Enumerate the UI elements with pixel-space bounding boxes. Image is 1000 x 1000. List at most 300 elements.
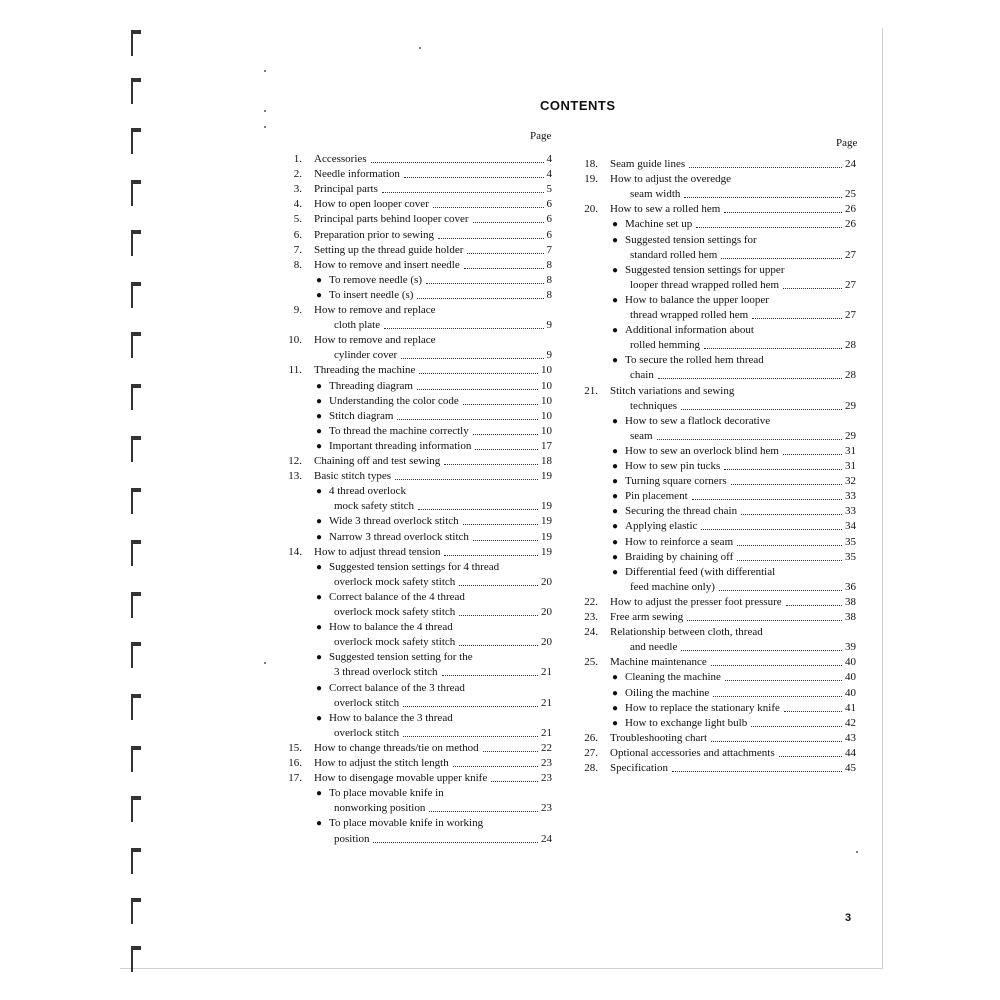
bullet-icon: ●: [316, 425, 323, 437]
dot-leader: [475, 449, 538, 450]
toc-entry-page: 39: [845, 641, 856, 654]
toc-entry: [284, 182, 552, 197]
toc-entry-number: 26.: [584, 731, 598, 744]
dot-leader: [491, 781, 538, 782]
dot-leader: [657, 439, 842, 440]
toc-entry-title: Machine set up: [625, 218, 693, 231]
toc-entry-title: Correct balance of the 3 thread: [329, 681, 465, 694]
toc-entry-title: Basic stitch types: [314, 470, 391, 483]
bullet-icon: ●: [612, 506, 619, 518]
toc-entry: [284, 212, 552, 227]
dot-leader: [442, 675, 538, 676]
dot-leader: [779, 756, 842, 757]
toc-entry-title: Oiling the machine: [625, 686, 710, 699]
dot-leader: [737, 560, 842, 561]
toc-entry: [284, 665, 552, 680]
toc-entry-title: How to disengage movable upper knife: [314, 772, 488, 785]
toc-entry: [284, 771, 552, 786]
scan-speck: [264, 126, 266, 128]
toc-entry-page: 33: [845, 505, 856, 518]
toc-entry: [284, 409, 552, 424]
toc-entry: [284, 620, 552, 635]
toc-entry: [284, 605, 552, 620]
toc-entry-title: Threading the machine: [314, 364, 416, 377]
dot-leader: [397, 419, 538, 420]
toc-entry-page: 19: [541, 470, 552, 483]
toc-entry-title: Correct balance of the 4 thread: [329, 590, 465, 603]
toc-entry: [284, 424, 552, 439]
toc-entry-title: Understanding the color code: [329, 394, 459, 407]
dot-leader: [724, 469, 842, 470]
binding-hole-mark: [131, 332, 143, 358]
toc-entry-page: 9: [546, 319, 552, 332]
toc-entry: [580, 384, 856, 399]
binding-hole-mark: [131, 282, 143, 308]
toc-entry: [580, 640, 856, 655]
binding-hole-mark: [131, 694, 143, 720]
dot-leader: [658, 378, 842, 379]
toc-entry: [284, 575, 552, 590]
dot-leader: [689, 167, 842, 168]
toc-entry-title: Machine maintenance: [610, 656, 707, 669]
toc-entry: [284, 681, 552, 696]
toc-entry-page: 6: [546, 228, 552, 241]
bullet-icon: ●: [612, 294, 619, 306]
toc-entry-title: How to exchange light bulb: [625, 716, 748, 729]
toc-entry: [284, 228, 552, 243]
toc-entry-title: Differential feed (with differential: [625, 565, 776, 578]
toc-entry-number: 10.: [288, 334, 302, 347]
bullet-icon: ●: [316, 380, 323, 392]
toc-entry: [580, 746, 856, 761]
toc-entry-title: and needle: [630, 641, 678, 654]
toc-entry-title: Setting up the thread guide holder: [314, 243, 464, 256]
toc-entry: [580, 429, 856, 444]
toc-entry-title: Relationship between cloth, thread: [610, 626, 763, 639]
toc-entry: [580, 731, 856, 746]
toc-entry: [284, 454, 552, 469]
toc-entry-page: 40: [845, 671, 856, 684]
toc-entry-title: Stitch variations and sewing: [610, 384, 735, 397]
toc-entry-title: looper thread wrapped rolled hem: [630, 278, 780, 291]
binding-hole-mark: [131, 848, 143, 874]
toc-entry: [580, 565, 856, 580]
bullet-icon: ●: [316, 410, 323, 422]
toc-entry: [284, 318, 552, 333]
toc-entry-title: overlock mock safety stitch: [334, 575, 456, 588]
toc-entry: [284, 379, 552, 394]
toc-entry: [284, 439, 552, 454]
toc-entry-title: To secure the rolled hem thread: [625, 354, 764, 367]
toc-entry: [580, 217, 856, 232]
dot-leader: [751, 726, 842, 727]
toc-entry-title: Optional accessories and attachments: [610, 746, 775, 759]
toc-entry: [284, 786, 552, 801]
bullet-icon: ●: [612, 461, 619, 472]
page-number: 3: [845, 912, 852, 924]
toc-entry-title: cylinder cover: [334, 349, 398, 362]
toc-entry-page: 17: [541, 439, 552, 452]
dot-leader: [419, 373, 538, 374]
toc-entry-page: 19: [541, 515, 552, 528]
binding-hole-mark: [131, 436, 143, 462]
toc-entry-title: How to remove and replace: [314, 334, 436, 347]
dot-leader: [473, 540, 538, 541]
toc-entry-title: Accessories: [314, 153, 367, 165]
bullet-icon: ●: [316, 818, 323, 830]
toc-entry-title: Stitch diagram: [329, 409, 394, 422]
toc-entry-number: 12.: [288, 455, 302, 467]
binding-hole-mark: [131, 796, 143, 822]
toc-entry: [580, 625, 856, 640]
toc-entry: [580, 474, 856, 489]
toc-entry: [284, 801, 552, 816]
toc-entry-number: 24.: [584, 626, 598, 639]
toc-entry-page: 20: [541, 606, 552, 618]
toc-entry-page: 8: [546, 288, 552, 301]
toc-entry: [284, 484, 552, 499]
toc-entry: [284, 650, 552, 665]
toc-entry: [580, 157, 856, 172]
toc-entry-title: mock safety stitch: [334, 500, 415, 513]
bullet-icon: ●: [316, 788, 323, 800]
toc-entry-page: 18: [541, 455, 552, 467]
toc-entry-title: Wide 3 thread overlock stitch: [329, 515, 459, 528]
bullet-icon: ●: [612, 687, 619, 699]
toc-entry-number: 17.: [288, 772, 302, 785]
toc-entry-page: 32: [845, 475, 856, 488]
toc-entry-title: How to replace the stationary knife: [625, 701, 780, 714]
toc-entry: [284, 152, 552, 167]
toc-entry: [284, 832, 552, 847]
page-title: CONTENTS: [540, 98, 616, 113]
toc-entry: [284, 816, 552, 831]
toc-entry-page: 40: [845, 686, 856, 699]
dot-leader: [463, 524, 538, 525]
dot-leader: [672, 771, 842, 772]
toc-entry-page: 27: [845, 309, 856, 321]
binding-hole-mark: [131, 488, 143, 514]
dot-leader: [681, 409, 842, 410]
dot-leader: [473, 222, 544, 223]
toc-entry-title: Suggested tension settings for upper: [625, 263, 785, 276]
dot-leader: [429, 811, 538, 812]
toc-entry-page: 41: [845, 701, 856, 714]
toc-entry: [580, 368, 856, 383]
dot-leader: [417, 389, 538, 390]
toc-entry-page: 40: [845, 656, 856, 669]
toc-entry-title: How to open looper cover: [314, 198, 429, 211]
bullet-icon: ●: [612, 717, 619, 729]
bullet-icon: ●: [316, 561, 323, 573]
toc-entry-page: 23: [541, 802, 552, 815]
toc-entry: [580, 202, 856, 217]
dot-leader: [737, 545, 842, 546]
toc-entry: [284, 273, 552, 288]
dot-leader: [719, 590, 842, 591]
toc-entry-title: nonworking position: [334, 802, 426, 815]
dot-leader: [483, 751, 538, 752]
toc-entry-page: 23: [541, 772, 552, 785]
bullet-icon: ●: [612, 445, 619, 457]
toc-entry-title: 4 thread overlock: [329, 485, 406, 498]
bullet-icon: ●: [612, 325, 619, 337]
toc-entry-title: techniques: [630, 399, 678, 412]
toc-entry-title: overlock stitch: [334, 726, 400, 739]
toc-entry-page: 29: [845, 399, 856, 412]
toc-entry-page: 35: [845, 550, 856, 563]
toc-entry-page: 43: [845, 731, 856, 744]
dot-leader: [459, 585, 538, 586]
dot-leader: [464, 268, 544, 269]
dot-leader: [395, 479, 538, 480]
binding-hole-mark: [131, 384, 143, 410]
toc-entry: [284, 363, 552, 378]
toc-entry-number: 16.: [288, 757, 302, 769]
toc-entry-title: To remove needle (s): [329, 273, 422, 286]
toc-entry: [284, 243, 552, 258]
toc-entry-title: Narrow 3 thread overlock stitch: [329, 530, 469, 543]
toc-entry: [284, 394, 552, 409]
toc-entry-title: Seam guide lines: [610, 158, 686, 170]
binding-hole-mark: [131, 128, 143, 154]
dot-leader: [473, 434, 538, 435]
toc-entry-number: 25.: [584, 656, 598, 669]
toc-entry-page: 8: [546, 258, 552, 271]
toc-entry: [284, 726, 552, 741]
toc-entry-page: 21: [541, 696, 552, 709]
scan-speck: [264, 110, 266, 112]
toc-entry-title: Principal parts behind looper cover: [314, 213, 469, 226]
toc-entry: [284, 348, 552, 363]
binding-hole-mark: [131, 230, 143, 256]
toc-entry: [284, 258, 552, 273]
dot-leader: [731, 484, 842, 485]
bullet-icon: ●: [316, 622, 323, 634]
toc-entry-page: 28: [845, 369, 856, 382]
toc-entry-page: 20: [541, 636, 552, 649]
binding-hole-mark: [131, 592, 143, 618]
toc-entry-title: Preparation prior to sewing: [314, 228, 435, 241]
dot-leader: [371, 162, 544, 163]
toc-entry: [284, 514, 552, 529]
toc-entry: [580, 550, 856, 565]
page-column-heading-left: Page: [530, 130, 552, 142]
dot-leader: [711, 665, 842, 666]
toc-entry: [580, 338, 856, 353]
toc-entry-page: 6: [546, 198, 552, 211]
toc-entry-page: 31: [845, 460, 856, 472]
toc-entry: [580, 263, 856, 278]
toc-entry-page: 42: [845, 716, 856, 729]
toc-entry-page: 10: [541, 424, 552, 437]
toc-entry-title: How to sew pin tucks: [625, 460, 721, 472]
toc-entry: [284, 741, 552, 756]
dot-leader: [741, 514, 842, 515]
toc-entry: [284, 590, 552, 605]
toc-entry: [580, 172, 856, 187]
binding-hole-mark: [131, 30, 143, 56]
toc-entry-page: 27: [845, 248, 856, 261]
dot-leader: [692, 499, 842, 500]
toc-entry: [580, 686, 856, 701]
dot-leader: [711, 741, 842, 742]
toc-entry-page: 21: [541, 726, 552, 739]
toc-entry: [284, 530, 552, 545]
toc-entry-page: 20: [541, 575, 552, 588]
toc-entry-title: Turning square corners: [625, 475, 727, 488]
toc-entry: [284, 167, 552, 182]
toc-entry: [580, 655, 856, 670]
dot-leader: [725, 680, 842, 681]
toc-entry-page: 24: [541, 832, 552, 845]
toc-entry-title: Troubleshooting chart: [610, 731, 708, 744]
toc-entry-page: 10: [541, 364, 552, 377]
toc-entry-page: 8: [546, 273, 552, 286]
dot-leader: [721, 258, 842, 259]
dot-leader: [752, 318, 842, 319]
toc-entry-title: Suggested tension setting for the: [329, 651, 473, 664]
toc-entry-page: 10: [541, 379, 552, 392]
bullet-icon: ●: [612, 264, 619, 276]
bullet-icon: ●: [612, 551, 619, 563]
toc-entry: [580, 353, 856, 368]
toc-entry: [284, 635, 552, 650]
toc-entry-number: 7.: [293, 243, 302, 256]
dot-leader: [784, 711, 842, 712]
dot-leader: [463, 404, 538, 405]
toc-entry-title: How to balance the upper looper: [625, 293, 769, 306]
toc-entry: [284, 303, 552, 318]
toc-entry-page: 38: [845, 595, 856, 608]
bullet-icon: ●: [612, 536, 619, 548]
toc-entry: [580, 293, 856, 308]
bullet-icon: ●: [612, 355, 619, 367]
toc-entry-title: How to reinforce a seam: [625, 535, 734, 548]
dot-leader: [403, 706, 538, 707]
toc-entry-title: Additional information about: [625, 324, 754, 337]
toc-entry: [284, 469, 552, 484]
toc-entry-title: Important threading information: [329, 439, 472, 452]
toc-entry-title: To insert needle (s): [329, 288, 414, 301]
bullet-icon: ●: [316, 289, 323, 301]
toc-entry-title: position: [334, 832, 370, 845]
toc-entry: [580, 233, 856, 248]
toc-entry-page: 10: [541, 409, 552, 422]
dot-leader: [696, 227, 842, 228]
dot-leader: [701, 529, 842, 530]
binding-hole-mark: [131, 946, 143, 972]
toc-entry-page: 4: [546, 168, 552, 181]
toc-entry: [580, 504, 856, 519]
dot-leader: [783, 454, 842, 455]
toc-entry-title: Braiding by chaining off: [625, 550, 734, 563]
toc-entry: [580, 610, 856, 625]
toc-entry-page: 38: [845, 611, 856, 623]
toc-entry: [580, 519, 856, 534]
toc-entry-title: Securing the thread chain: [625, 505, 738, 518]
toc-entry: [580, 308, 856, 323]
toc-entry-page: 6: [546, 213, 552, 226]
toc-entry-page: 9: [546, 349, 552, 362]
bullet-icon: ●: [612, 672, 619, 684]
toc-entry-page: 26: [845, 218, 856, 231]
toc-entry: [284, 560, 552, 575]
toc-entry: [284, 288, 552, 303]
toc-entry-page: 5: [546, 183, 552, 196]
toc-entry-title: How to remove and replace: [314, 304, 436, 316]
toc-entry-title: To place movable knife in working: [329, 817, 484, 830]
toc-entry: [284, 756, 552, 771]
dot-leader: [403, 736, 538, 737]
toc-entry: [580, 323, 856, 338]
bullet-icon: ●: [612, 491, 619, 503]
scan-speck: [264, 662, 266, 664]
toc-entry-title: Principal parts: [314, 183, 378, 196]
binding-hole-mark: [131, 540, 143, 566]
toc-entry-title: overlock mock safety stitch: [334, 606, 456, 618]
dot-leader: [459, 615, 538, 616]
toc-entry-number: 11.: [288, 364, 302, 377]
toc-entry: [580, 278, 856, 293]
dot-leader: [453, 766, 538, 767]
toc-entry-page: 21: [541, 666, 552, 679]
toc-entry-title: To place movable knife in: [329, 787, 444, 800]
toc-entry: [580, 580, 856, 595]
toc-entry-number: 3.: [293, 183, 302, 196]
toc-entry-title: thread wrapped rolled hem: [630, 309, 749, 321]
toc-entry-page: 25: [845, 188, 856, 201]
toc-entry: [284, 197, 552, 212]
toc-entry-page: 24: [845, 158, 856, 170]
toc-entry-page: 35: [845, 535, 856, 548]
bullet-icon: ●: [316, 531, 323, 543]
toc-entry-number: 13.: [288, 470, 302, 483]
toc-entry-page: 19: [541, 530, 552, 543]
toc-entry-number: 14.: [288, 545, 302, 558]
bullet-icon: ●: [316, 440, 323, 452]
binding-hole-mark: [131, 746, 143, 772]
toc-entry-page: 28: [845, 339, 856, 352]
toc-entry-number: 15.: [288, 741, 302, 754]
toc-entry-number: 8.: [293, 258, 302, 271]
toc-entry-number: 28.: [584, 762, 598, 774]
toc-entry: [284, 499, 552, 514]
toc-entry-title: How to adjust the stitch length: [314, 757, 449, 769]
dot-leader: [417, 298, 543, 299]
toc-entry-number: 23.: [584, 611, 598, 623]
toc-entry-title: Suggested tension settings for: [625, 233, 757, 246]
bullet-icon: ●: [316, 395, 323, 407]
toc-entry-title: How to sew a rolled hem: [610, 203, 721, 216]
dot-leader: [684, 197, 842, 198]
toc-entry-title: How to balance the 4 thread: [329, 621, 453, 634]
toc-entry-title: chain: [630, 369, 654, 382]
bullet-icon: ●: [316, 682, 323, 694]
toc-entry-page: 7: [546, 243, 552, 256]
binding-hole-mark: [131, 642, 143, 668]
toc-entry-title: Pin placement: [625, 490, 688, 503]
bullet-icon: ●: [612, 702, 619, 714]
toc-entry: [580, 535, 856, 550]
toc-entry-title: Needle information: [314, 168, 400, 181]
toc-entry: [580, 670, 856, 685]
toc-entry-title: How to adjust the overedge: [610, 173, 731, 186]
dot-leader: [681, 650, 842, 651]
toc-entry-title: How to remove and insert needle: [314, 258, 460, 271]
toc-entry-number: 2.: [293, 168, 302, 181]
toc-entry-title: How to sew an overlock blind hem: [625, 444, 779, 457]
